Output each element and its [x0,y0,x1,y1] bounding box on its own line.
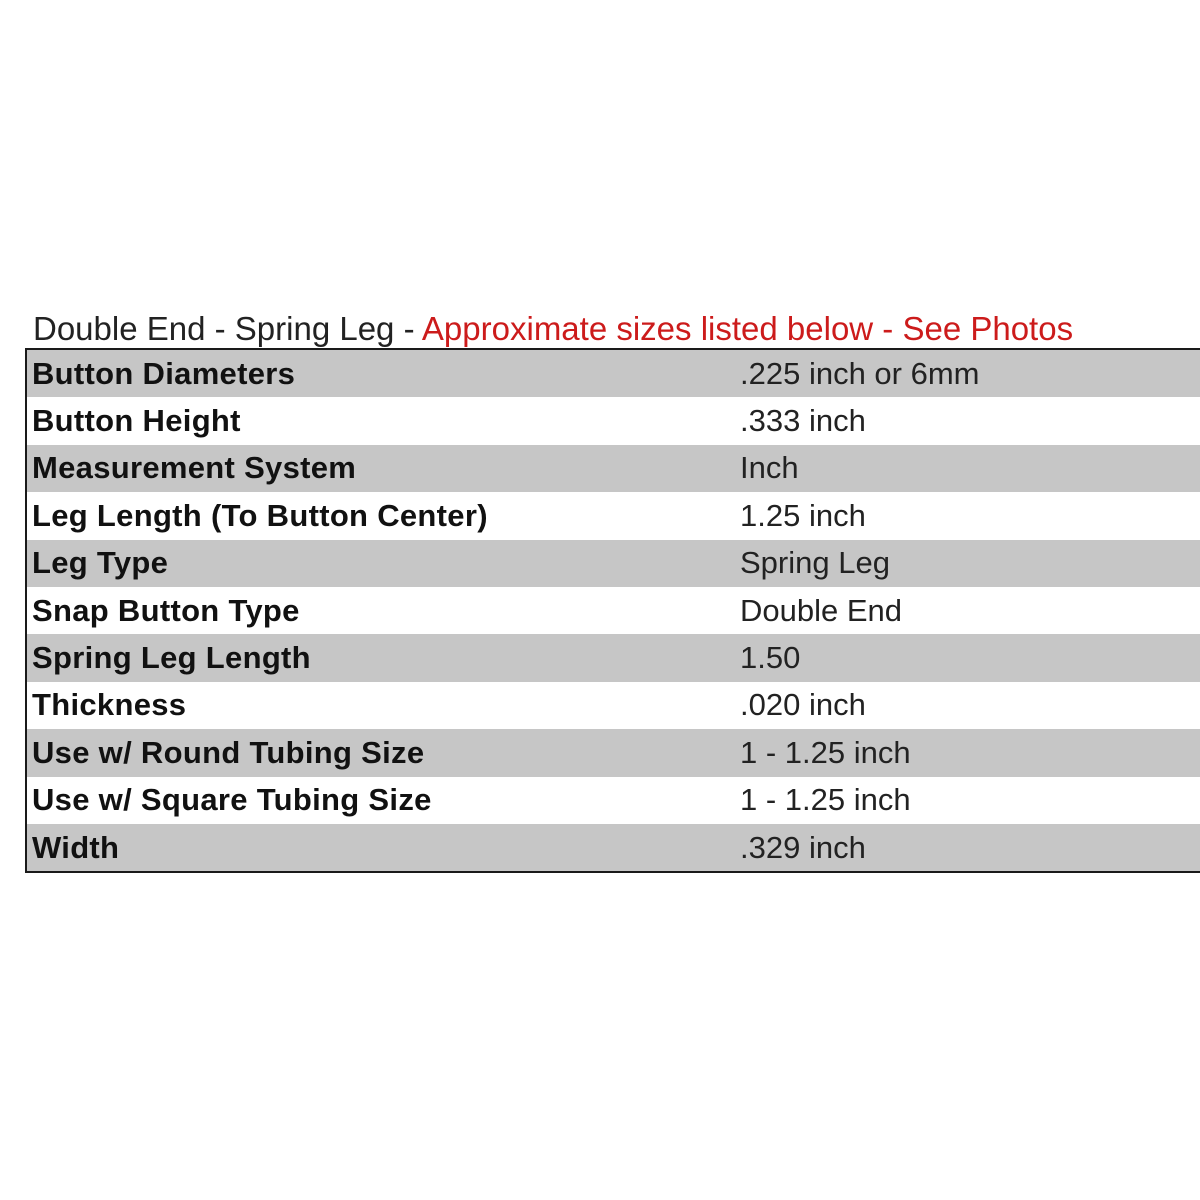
spec-label: Leg Length (To Button Center) [32,497,488,533]
spec-value: 1.50 [740,640,801,676]
caption-prefix: Double End - Spring Leg - [33,310,422,347]
table-row [27,397,1200,444]
spec-value: .333 inch [740,403,866,439]
spec-table [25,348,1200,873]
table-row [27,729,1200,776]
spec-value: 1 - 1.25 inch [740,782,911,818]
spec-value: Double End [740,592,903,628]
spec-label: Spring Leg Length [32,640,311,676]
spec-value: .329 inch [740,829,866,865]
table-row [27,445,1200,492]
table-row [27,350,1200,397]
spec-value: Spring Leg [740,545,890,581]
table-row [27,824,1200,871]
table-row [27,540,1200,587]
spec-label: Button Height [32,403,241,439]
table-row [27,634,1200,681]
spec-value: .020 inch [740,687,866,723]
table-row [27,587,1200,634]
spec-label: Use w/ Round Tubing Size [32,734,425,770]
spec-label: Snap Button Type [32,592,300,628]
spec-label: Width [32,829,120,865]
spec-label: Thickness [32,687,187,723]
table-row [27,492,1200,539]
spec-value: 1 - 1.25 inch [740,734,911,770]
caption-highlight: Approximate sizes listed below - See Photos [421,310,1074,347]
spec-label: Measurement System [32,450,357,486]
spec-value: Inch [740,450,799,486]
table-row [27,777,1200,824]
table-caption [33,310,1073,348]
spec-label: Leg Type [32,545,169,581]
spec-label: Use w/ Square Tubing Size [32,782,432,818]
table-row [27,682,1200,729]
spec-label: Button Diameters [32,355,296,391]
spec-value: .225 inch or 6mm [740,355,980,391]
spec-value: 1.25 inch [740,497,866,533]
